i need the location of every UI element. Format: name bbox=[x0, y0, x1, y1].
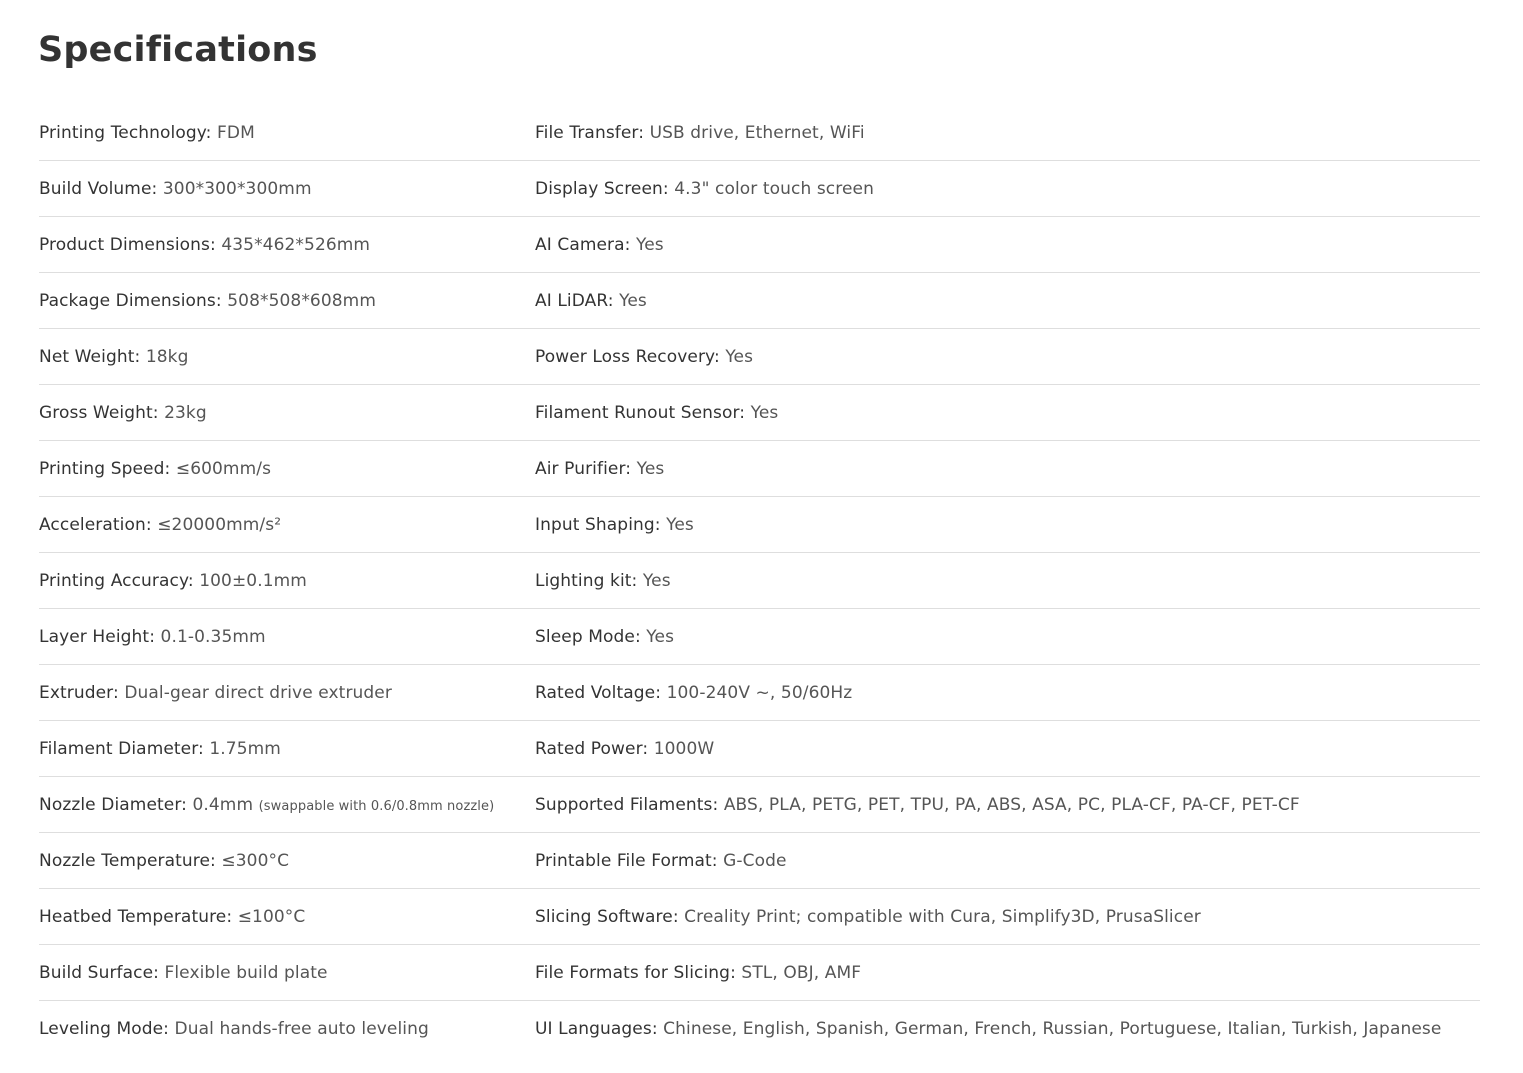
spec-value: G-Code bbox=[723, 850, 787, 871]
spec-label: Extruder: bbox=[39, 682, 119, 703]
spec-value: Yes bbox=[642, 570, 671, 591]
spec-cell-left bbox=[39, 609, 535, 665]
spec-label: Build Volume: bbox=[39, 178, 158, 199]
spec-value: Yes bbox=[750, 402, 779, 423]
spec-value: Chinese, English, Spanish, German, French, Russian, Portuguese, Italian, Turkish, Japanese bbox=[663, 1018, 1442, 1039]
spec-label: Printing Speed: bbox=[39, 458, 171, 479]
spec-value: ABS, PLA, PETG, PET, TPU, PA, ABS, ASA, PC, PLA-CF, PA-CF, PET-CF bbox=[723, 794, 1300, 815]
spec-label: Layer Height: bbox=[39, 626, 156, 647]
spec-cell-left bbox=[39, 833, 535, 889]
spec-value: Yes bbox=[666, 514, 694, 535]
spec-row bbox=[39, 889, 1480, 945]
spec-row bbox=[39, 161, 1480, 217]
spec-value: STL, OBJ, AMF bbox=[741, 962, 862, 983]
spec-cell-left bbox=[39, 217, 535, 273]
spec-label: File Formats for Slicing: bbox=[535, 962, 736, 983]
spec-cell-left bbox=[39, 161, 535, 217]
spec-value: ≤100°C bbox=[237, 906, 306, 927]
spec-cell-right bbox=[535, 665, 1480, 721]
spec-value: ≤20000mm/s² bbox=[157, 514, 282, 535]
spec-cell-left bbox=[39, 553, 535, 609]
spec-cell-right bbox=[535, 721, 1480, 777]
spec-value: Yes bbox=[636, 458, 665, 479]
spec-cell-right bbox=[535, 553, 1480, 609]
spec-value: 0.4mm bbox=[192, 794, 254, 815]
spec-row bbox=[39, 665, 1480, 721]
spec-row bbox=[39, 273, 1480, 329]
spec-value: Yes bbox=[725, 346, 754, 367]
spec-row bbox=[39, 217, 1480, 273]
spec-label: Display Screen: bbox=[535, 178, 669, 199]
spec-table bbox=[39, 105, 1480, 1056]
spec-cell-right bbox=[535, 329, 1480, 385]
spec-value: Dual hands-free auto leveling bbox=[174, 1018, 429, 1039]
spec-row bbox=[39, 105, 1480, 161]
spec-row bbox=[39, 329, 1480, 385]
spec-label: Power Loss Recovery: bbox=[535, 346, 720, 367]
spec-value: 1.75mm bbox=[209, 738, 281, 759]
spec-cell-left bbox=[39, 777, 535, 833]
spec-row bbox=[39, 609, 1480, 665]
spec-row bbox=[39, 1001, 1480, 1057]
spec-value: 0.1-0.35mm bbox=[160, 626, 266, 647]
spec-label: Supported Filaments: bbox=[535, 794, 719, 815]
spec-cell-left bbox=[39, 105, 535, 161]
spec-label: File Transfer: bbox=[535, 122, 645, 143]
spec-label: Net Weight: bbox=[39, 346, 141, 367]
spec-value: 100±0.1mm bbox=[199, 570, 307, 591]
spec-cell-left bbox=[39, 721, 535, 777]
spec-value: Dual-gear direct drive extruder bbox=[124, 682, 392, 703]
spec-label: Package Dimensions: bbox=[39, 290, 222, 311]
spec-label: Heatbed Temperature: bbox=[39, 906, 233, 927]
spec-cell-right bbox=[535, 105, 1480, 161]
spec-cell-right bbox=[535, 1001, 1480, 1057]
spec-cell-right bbox=[535, 161, 1480, 217]
spec-row bbox=[39, 777, 1480, 833]
spec-value: 435*462*526mm bbox=[221, 234, 371, 255]
spec-label: AI Camera: bbox=[535, 234, 631, 255]
spec-cell-right bbox=[535, 497, 1480, 553]
spec-label: AI LiDAR: bbox=[535, 290, 614, 311]
spec-value: FDM bbox=[217, 122, 255, 143]
spec-value: 4.3" color touch screen bbox=[674, 178, 874, 199]
spec-value: Creality Print; compatible with Cura, Simplify3D, PrusaSlicer bbox=[684, 906, 1201, 927]
spec-value: Yes bbox=[646, 626, 675, 647]
spec-label: Sleep Mode: bbox=[535, 626, 641, 647]
spec-cell-left bbox=[39, 385, 535, 441]
spec-row bbox=[39, 945, 1480, 1001]
spec-value: 300*300*300mm bbox=[162, 178, 312, 199]
spec-value: Yes bbox=[619, 290, 647, 311]
spec-label: Lighting kit: bbox=[535, 570, 638, 591]
spec-cell-left bbox=[39, 665, 535, 721]
spec-label: Rated Voltage: bbox=[535, 682, 662, 703]
spec-cell-left bbox=[39, 273, 535, 329]
page-title: Specifications bbox=[38, 30, 318, 70]
spec-value: USB drive, Ethernet, WiFi bbox=[649, 122, 865, 143]
spec-value: ≤300°C bbox=[221, 850, 290, 871]
spec-label: Nozzle Diameter: bbox=[39, 794, 187, 815]
spec-cell-right bbox=[535, 273, 1480, 329]
spec-label: UI Languages: bbox=[535, 1018, 658, 1039]
spec-label: Printable File Format: bbox=[535, 850, 718, 871]
spec-label: Rated Power: bbox=[535, 738, 649, 759]
spec-cell-left bbox=[39, 497, 535, 553]
spec-cell-left bbox=[39, 889, 535, 945]
spec-row bbox=[39, 721, 1480, 777]
spec-label: Leveling Mode: bbox=[39, 1018, 170, 1039]
spec-note: (swappable with 0.6/0.8mm nozzle) bbox=[258, 798, 495, 814]
spec-row bbox=[39, 441, 1480, 497]
spec-cell-right bbox=[535, 945, 1480, 1001]
spec-cell-left bbox=[39, 945, 535, 1001]
spec-cell-left bbox=[39, 1001, 535, 1057]
spec-label: Printing Accuracy: bbox=[39, 570, 194, 591]
spec-label: Slicing Software: bbox=[535, 906, 679, 927]
spec-value: 23kg bbox=[164, 402, 207, 423]
spec-value: 18kg bbox=[145, 346, 189, 367]
spec-cell-left bbox=[39, 441, 535, 497]
spec-cell-right bbox=[535, 609, 1480, 665]
spec-value: Flexible build plate bbox=[164, 962, 328, 983]
spec-row bbox=[39, 385, 1480, 441]
spec-value: Yes bbox=[636, 234, 664, 255]
spec-label: Build Surface: bbox=[39, 962, 159, 983]
spec-label: Acceleration: bbox=[39, 514, 152, 535]
spec-label: Gross Weight: bbox=[39, 402, 159, 423]
spec-label: Input Shaping: bbox=[535, 514, 661, 535]
spec-cell-right bbox=[535, 833, 1480, 889]
spec-label: Product Dimensions: bbox=[39, 234, 216, 255]
spec-cell-right bbox=[535, 889, 1480, 945]
spec-label: Filament Diameter: bbox=[39, 738, 204, 759]
spec-value: 508*508*608mm bbox=[227, 290, 376, 311]
spec-cell-right bbox=[535, 217, 1480, 273]
spec-value: 100-240V ~, 50/60Hz bbox=[666, 682, 853, 703]
spec-label: Printing Technology: bbox=[39, 122, 212, 143]
spec-label: Nozzle Temperature: bbox=[39, 850, 216, 871]
spec-value: ≤600mm/s bbox=[175, 458, 272, 479]
spec-row bbox=[39, 833, 1480, 889]
spec-cell-right bbox=[535, 441, 1480, 497]
spec-row bbox=[39, 497, 1480, 553]
spec-row bbox=[39, 553, 1480, 609]
spec-label: Filament Runout Sensor: bbox=[535, 402, 746, 423]
spec-cell-right bbox=[535, 385, 1480, 441]
spec-label: Air Purifier: bbox=[535, 458, 632, 479]
spec-cell-right bbox=[535, 777, 1480, 833]
spec-cell-left bbox=[39, 329, 535, 385]
spec-value: 1000W bbox=[653, 738, 715, 759]
